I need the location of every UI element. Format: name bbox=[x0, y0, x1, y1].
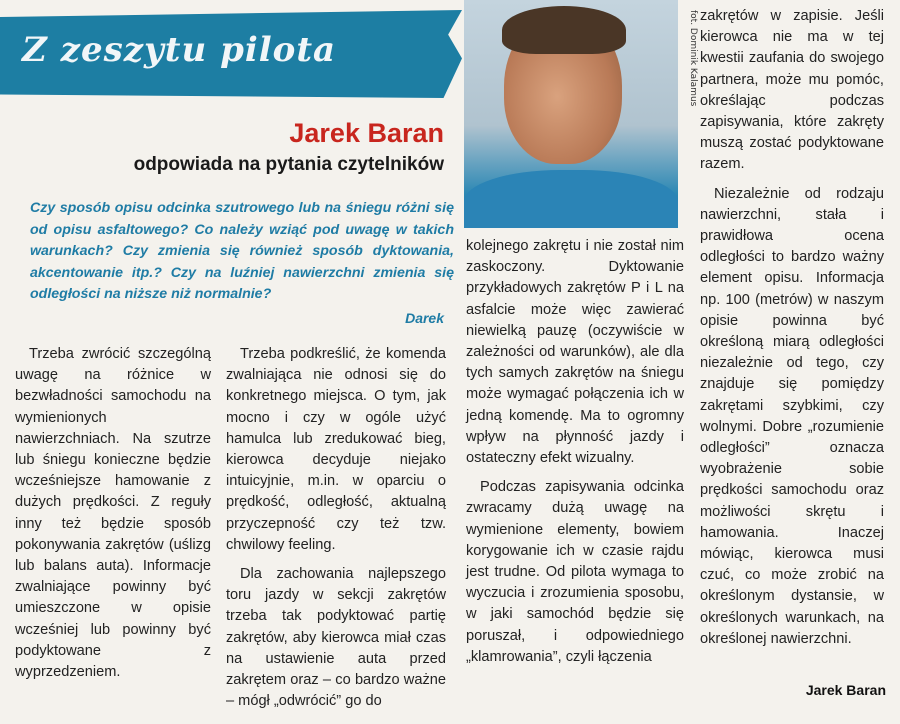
column-3 bbox=[466, 236, 684, 668]
author-photo bbox=[464, 0, 678, 228]
column-1 bbox=[15, 344, 211, 683]
column-2-paragraph-1: Trzeba podkreślić, że komenda zwalniająca nie odnosi się do konkretnego miejsca. O tym, jak mocno i czy w ogóle użyć hamulca lub zredukować bieg, kierowca decyduje niejako intuicyjnie, m.in. w oparciu o prędkość, odległość, aktualną przyczepność czy też tzw. chwilowy feeling. bbox=[226, 346, 446, 553]
column-2-paragraph-2: Dla zachowania najlepszego toru jazdy w sekcji zakrętów trzeba tak podyktować partię zakrętów, aby kierowca miał czas na ustawienie auta przed zakrętem oraz – co bardzo ważne – mógł „odwrócić” go do bbox=[226, 566, 446, 710]
answer-signature: Jarek Baran bbox=[805, 682, 886, 698]
column-1-paragraph: Trzeba zwrócić szczególną uwagę na różnice w bezwładności samochodu na wymienionych nawierzchniach. Na szutrze lub śniegu konieczne będzie wcześniejsze hamowanie z dużych prędkości. Z reguły inny też będzie sposób pokonywania zakrętów (uślizg lub balans auta). Informacje zwalniające powinny być umieszczone w opisie wcześniej lub powinny być podyktowane z wyprzedzeniem. bbox=[15, 346, 211, 681]
author-name: Jarek Baran bbox=[289, 118, 444, 148]
question-signature: Darek bbox=[405, 310, 444, 326]
column-2 bbox=[226, 344, 446, 712]
column-3-paragraph-1: kolejnego zakrętu i nie został nim zaskoczony. Dyktowanie przykładowych zakrętów P i L na asfalcie może więc zawierać niewielką pauzę (oczywiście w zależności od warunków), ale dla tych samych zakrętów na śniegu może wymagać połączenia ich w jedną komendę. Ma to ogromny wpływ na płynność jazdy i ostateczny efekt wizualny. bbox=[466, 238, 684, 467]
photo-shoulders bbox=[464, 170, 678, 228]
article-subtitle: odpowiada na pytania czytelników bbox=[133, 154, 444, 175]
column-4 bbox=[700, 6, 884, 650]
photo-credit: fot. Dominik Kalamus bbox=[688, 10, 698, 107]
photo-hair bbox=[502, 6, 626, 54]
column-4-paragraph-1: zakrętów w zapisie. Jeśli kierowca nie ma w tej kwestii zaufania do swojego partnera, może mu pomóc, określając podczas zapisywania, które zakręty muszą zostać podyktowane razem. bbox=[700, 8, 884, 173]
column-4-paragraph-2: Niezależnie od rodzaju nawierzchni, stała i prawidłowa ocena odległości to bardzo ważny element opisu. Informacja np. 100 (metrów) w naszym opisie powinna być określoną miarą odległości niezależnie od tego, czy znajduje się pomiędzy zakrętami szybkimi, czy wolnymi. Dobre „rozumienie odległości” oznacza wyobrażenie sobie prędkości samochodu oraz możliwości skrętu i hamowania. Inaczej mówiąc, kierowca musi czuć, co może zrobić na określonym dystansie, w określonych warunkach, na określonej nawierzchni. bbox=[700, 185, 884, 647]
reader-question: Czy sposób opisu odcinka szutrowego lub na śniegu różni się od opisu asfaltowego? Co należy wziąć pod uwagę w takich warunkach? Czy zmienia się również sposób dyktowania, akcentowanie itp.? Czy na luźniej nawierzchni zmienia się odległości na niższe niż normalnie? bbox=[30, 200, 454, 303]
column-3-paragraph-2: Podczas zapisywania odcinka zwracamy dużą uwagę na wymienione elementy, bowiem korygowanie ich w czasie rajdu jest trudne. Od pilota wymaga to wyczucia i zrozumienia sposobu, w jaki samochód będzie się poruszał, i odpowiedniego „klamrowania”, czyli łączenia bbox=[466, 479, 684, 665]
section-title: Z zeszytu pilota bbox=[22, 30, 337, 70]
